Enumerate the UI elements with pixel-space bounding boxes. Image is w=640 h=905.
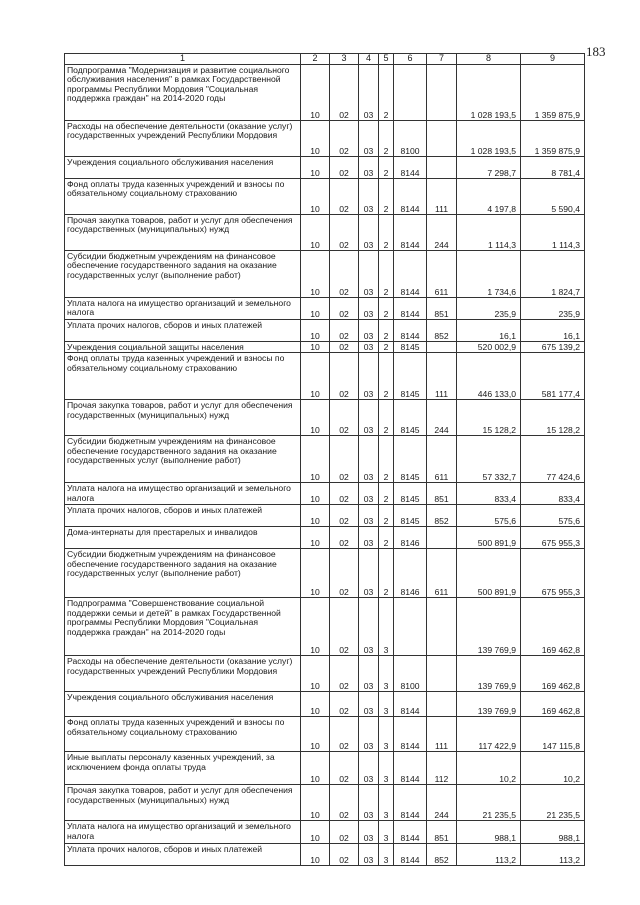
- row-c7-cell: 111: [427, 179, 457, 215]
- table-row: [65, 121, 585, 157]
- row-c7-cell: 852: [427, 505, 457, 527]
- row-c6-cell: 8144: [394, 179, 427, 215]
- row-c8-cell: 1 028 193,5: [457, 121, 521, 157]
- row-name-cell: Прочая закупка товаров, работ и услуг для обеспечения государственных (муниципальных) нужд: [65, 215, 301, 251]
- row-c9-cell: 169 462,8: [521, 692, 585, 717]
- row-c4-cell: 03: [359, 527, 379, 549]
- row-c6-cell: 8145: [394, 400, 427, 436]
- row-name-cell: Уплата прочих налогов, сборов и иных платежей: [65, 505, 301, 527]
- row-c2-cell: 10: [301, 527, 330, 549]
- row-c3-cell: 02: [330, 527, 359, 549]
- page-number: 183: [586, 44, 606, 59]
- table-row: [65, 436, 585, 483]
- row-c7-cell: 851: [427, 483, 457, 505]
- row-c5-cell: 3: [379, 717, 394, 752]
- table-row: [65, 656, 585, 692]
- row-c3-cell: 02: [330, 320, 359, 342]
- row-c2-cell: 10: [301, 598, 330, 656]
- table-row: [65, 598, 585, 656]
- row-c5-cell: 2: [379, 527, 394, 549]
- row-c8-cell: 4 197,8: [457, 179, 521, 215]
- row-c7-cell: [427, 121, 457, 157]
- table-row: [65, 844, 585, 866]
- row-c8-cell: 21 235,5: [457, 785, 521, 821]
- row-c3-cell: 02: [330, 752, 359, 785]
- row-c5-cell: 3: [379, 785, 394, 821]
- row-name-cell: Уплата прочих налогов, сборов и иных платежей: [65, 844, 301, 866]
- row-c3-cell: 02: [330, 298, 359, 320]
- row-c3-cell: 02: [330, 179, 359, 215]
- row-c4-cell: 03: [359, 215, 379, 251]
- row-name-cell: Учреждения социального обслуживания населения: [65, 692, 301, 717]
- row-name-cell: Фонд оплаты труда казенных учреждений и взносы по обязательному социальному страхованию: [65, 179, 301, 215]
- row-c9-cell: 8 781,4: [521, 157, 585, 179]
- row-c6-cell: 8145: [394, 353, 427, 400]
- row-c3-cell: 02: [330, 692, 359, 717]
- row-name-cell: Дома-интернаты для престарелых и инвалидов: [65, 527, 301, 549]
- row-name-cell: Фонд оплаты труда казенных учреждений и взносы по обязательному социальному страхованию: [65, 717, 301, 752]
- row-c4-cell: 03: [359, 436, 379, 483]
- table-row: [65, 320, 585, 342]
- row-name-cell: Подпрограмма "Совершенствование социальной поддержки семьи и детей" в рамках Государственной программы Республики Мордовия "Социальная поддержка граждан" на 2014-2020 годы: [65, 598, 301, 656]
- row-c5-cell: 2: [379, 353, 394, 400]
- row-name-cell: Иные выплаты персоналу казенных учреждений, за исключением фонда оплаты труда: [65, 752, 301, 785]
- row-c6-cell: [394, 65, 427, 121]
- table-row: [65, 400, 585, 436]
- row-c9-cell: 169 462,8: [521, 598, 585, 656]
- table-row: [65, 215, 585, 251]
- row-c8-cell: 16,1: [457, 320, 521, 342]
- row-c2-cell: 10: [301, 121, 330, 157]
- row-c2-cell: 10: [301, 320, 330, 342]
- row-c6-cell: [394, 598, 427, 656]
- row-c5-cell: 3: [379, 752, 394, 785]
- row-c2-cell: 10: [301, 400, 330, 436]
- row-c7-cell: 611: [427, 549, 457, 598]
- row-c8-cell: 117 422,9: [457, 717, 521, 752]
- row-c2-cell: 10: [301, 821, 330, 844]
- row-c9-cell: 581 177,4: [521, 353, 585, 400]
- row-name-cell: Уплата прочих налогов, сборов и иных платежей: [65, 320, 301, 342]
- table-row: [65, 785, 585, 821]
- row-c8-cell: 15 128,2: [457, 400, 521, 436]
- row-c9-cell: 10,2: [521, 752, 585, 785]
- row-c9-cell: 675 955,3: [521, 527, 585, 549]
- row-c4-cell: 03: [359, 298, 379, 320]
- row-c3-cell: 02: [330, 353, 359, 400]
- header-cell: 7: [427, 54, 457, 65]
- row-c4-cell: 03: [359, 179, 379, 215]
- row-c2-cell: 10: [301, 656, 330, 692]
- row-c6-cell: 8144: [394, 821, 427, 844]
- row-c2-cell: 10: [301, 505, 330, 527]
- row-c8-cell: 235,9: [457, 298, 521, 320]
- row-c5-cell: 2: [379, 549, 394, 598]
- table-row: [65, 752, 585, 785]
- row-c6-cell: 8100: [394, 656, 427, 692]
- row-c3-cell: 02: [330, 342, 359, 353]
- row-c9-cell: 1 824,7: [521, 251, 585, 298]
- row-c8-cell: 139 769,9: [457, 692, 521, 717]
- row-c7-cell: 852: [427, 844, 457, 866]
- row-c4-cell: 03: [359, 844, 379, 866]
- row-c3-cell: 02: [330, 717, 359, 752]
- row-c9-cell: 21 235,5: [521, 785, 585, 821]
- row-c8-cell: 446 133,0: [457, 353, 521, 400]
- row-name-cell: Расходы на обеспечение деятельности (оказание услуг) государственных учреждений Республики Мордовия: [65, 121, 301, 157]
- row-c7-cell: [427, 527, 457, 549]
- row-c8-cell: 113,2: [457, 844, 521, 866]
- row-c6-cell: 8144: [394, 320, 427, 342]
- row-c3-cell: 02: [330, 549, 359, 598]
- row-c4-cell: 03: [359, 785, 379, 821]
- row-c2-cell: 10: [301, 436, 330, 483]
- row-c2-cell: 10: [301, 483, 330, 505]
- row-name-cell: Уплата налога на имущество организаций и земельного налога: [65, 483, 301, 505]
- row-c9-cell: 575,6: [521, 505, 585, 527]
- row-c7-cell: 852: [427, 320, 457, 342]
- row-c6-cell: 8145: [394, 342, 427, 353]
- row-c4-cell: 03: [359, 251, 379, 298]
- row-c9-cell: 5 590,4: [521, 179, 585, 215]
- row-c7-cell: 851: [427, 298, 457, 320]
- row-c7-cell: [427, 598, 457, 656]
- row-c8-cell: 1 114,3: [457, 215, 521, 251]
- row-c7-cell: 244: [427, 785, 457, 821]
- row-c2-cell: 10: [301, 549, 330, 598]
- header-cell: 1: [65, 54, 301, 65]
- row-c3-cell: 02: [330, 436, 359, 483]
- row-name-cell: Субсидии бюджетным учреждениям на финансовое обеспечение государственного задания на оказание государственных услуг (выполнение работ): [65, 251, 301, 298]
- header-cell: 6: [394, 54, 427, 65]
- table-row: [65, 65, 585, 121]
- row-c4-cell: 03: [359, 483, 379, 505]
- row-c6-cell: 8144: [394, 692, 427, 717]
- row-c5-cell: 3: [379, 692, 394, 717]
- row-c9-cell: 833,4: [521, 483, 585, 505]
- row-c3-cell: 02: [330, 505, 359, 527]
- table-row: [65, 717, 585, 752]
- row-name-cell: Подпрограмма "Модернизация и развитие социального обслуживания населения" в рамках Государственной программы Республики Мордовия "Социальная поддержка граждан" на 2014-2020 годы: [65, 65, 301, 121]
- row-c6-cell: 8144: [394, 251, 427, 298]
- row-c6-cell: 8145: [394, 483, 427, 505]
- row-c3-cell: 02: [330, 65, 359, 121]
- table-row: [65, 353, 585, 400]
- row-c5-cell: 3: [379, 821, 394, 844]
- table-row: [65, 821, 585, 844]
- row-c5-cell: 2: [379, 65, 394, 121]
- row-c3-cell: 02: [330, 215, 359, 251]
- row-c8-cell: 139 769,9: [457, 656, 521, 692]
- row-c7-cell: [427, 692, 457, 717]
- row-c4-cell: 03: [359, 400, 379, 436]
- row-c3-cell: 02: [330, 121, 359, 157]
- row-c7-cell: [427, 65, 457, 121]
- row-name-cell: Субсидии бюджетным учреждениям на финансовое обеспечение государственного задания на оказание государственных услуг (выполнение работ): [65, 549, 301, 598]
- row-c7-cell: 111: [427, 353, 457, 400]
- row-c9-cell: 1 359 875,9: [521, 121, 585, 157]
- row-c3-cell: 02: [330, 251, 359, 298]
- row-c2-cell: 10: [301, 717, 330, 752]
- row-c5-cell: 2: [379, 298, 394, 320]
- row-c8-cell: 7 298,7: [457, 157, 521, 179]
- row-c3-cell: 02: [330, 400, 359, 436]
- row-c5-cell: 2: [379, 121, 394, 157]
- row-c6-cell: 8144: [394, 844, 427, 866]
- row-c8-cell: 1 734,6: [457, 251, 521, 298]
- row-c4-cell: 03: [359, 598, 379, 656]
- row-c2-cell: 10: [301, 342, 330, 353]
- row-c4-cell: 03: [359, 752, 379, 785]
- row-c8-cell: 1 028 193,5: [457, 65, 521, 121]
- table-row: [65, 527, 585, 549]
- header-row: [65, 54, 585, 65]
- row-c7-cell: 611: [427, 436, 457, 483]
- row-c5-cell: 2: [379, 400, 394, 436]
- table-row: [65, 298, 585, 320]
- row-c8-cell: 833,4: [457, 483, 521, 505]
- row-c5-cell: 2: [379, 251, 394, 298]
- row-c6-cell: 8144: [394, 717, 427, 752]
- row-c3-cell: 02: [330, 785, 359, 821]
- row-c8-cell: 57 332,7: [457, 436, 521, 483]
- row-name-cell: Субсидии бюджетным учреждениям на финансовое обеспечение государственного задания на оказание государственных услуг (выполнение работ): [65, 436, 301, 483]
- row-c7-cell: 111: [427, 717, 457, 752]
- row-c6-cell: 8144: [394, 298, 427, 320]
- row-c5-cell: 2: [379, 179, 394, 215]
- row-c6-cell: 8146: [394, 527, 427, 549]
- row-c2-cell: 10: [301, 752, 330, 785]
- row-c2-cell: 10: [301, 215, 330, 251]
- row-c4-cell: 03: [359, 821, 379, 844]
- row-c4-cell: 03: [359, 353, 379, 400]
- row-c9-cell: 147 115,8: [521, 717, 585, 752]
- row-name-cell: Учреждения социальной защиты населения: [65, 342, 301, 353]
- header-cell: 9: [521, 54, 585, 65]
- row-c9-cell: 77 424,6: [521, 436, 585, 483]
- row-c4-cell: 03: [359, 342, 379, 353]
- row-c9-cell: 169 462,8: [521, 656, 585, 692]
- row-c9-cell: 113,2: [521, 844, 585, 866]
- row-c2-cell: 10: [301, 298, 330, 320]
- row-c9-cell: 15 128,2: [521, 400, 585, 436]
- table-row: [65, 342, 585, 353]
- table-row: [65, 505, 585, 527]
- row-c3-cell: 02: [330, 656, 359, 692]
- table-row: [65, 483, 585, 505]
- row-c4-cell: 03: [359, 656, 379, 692]
- row-c2-cell: 10: [301, 251, 330, 298]
- row-c4-cell: 03: [359, 121, 379, 157]
- row-c4-cell: 03: [359, 157, 379, 179]
- table-row: [65, 549, 585, 598]
- row-c8-cell: 988,1: [457, 821, 521, 844]
- row-c7-cell: 611: [427, 251, 457, 298]
- header-cell: 2: [301, 54, 330, 65]
- row-name-cell: Учреждения социального обслуживания населения: [65, 157, 301, 179]
- row-c8-cell: 500 891,9: [457, 549, 521, 598]
- row-c5-cell: 2: [379, 483, 394, 505]
- row-c5-cell: 2: [379, 157, 394, 179]
- row-c4-cell: 03: [359, 549, 379, 598]
- row-c5-cell: 2: [379, 505, 394, 527]
- row-c3-cell: 02: [330, 483, 359, 505]
- row-name-cell: Уплата налога на имущество организаций и земельного налога: [65, 298, 301, 320]
- row-c5-cell: 3: [379, 844, 394, 866]
- row-c6-cell: 8144: [394, 752, 427, 785]
- row-name-cell: Фонд оплаты труда казенных учреждений и взносы по обязательному социальному страхованию: [65, 353, 301, 400]
- header-cell: 4: [359, 54, 379, 65]
- row-c7-cell: [427, 157, 457, 179]
- row-c2-cell: 10: [301, 844, 330, 866]
- row-c6-cell: 8100: [394, 121, 427, 157]
- row-c4-cell: 03: [359, 320, 379, 342]
- row-c9-cell: 1 359 875,9: [521, 65, 585, 121]
- row-name-cell: Прочая закупка товаров, работ и услуг для обеспечения государственных (муниципальных) нужд: [65, 785, 301, 821]
- row-c5-cell: 3: [379, 598, 394, 656]
- row-c3-cell: 02: [330, 157, 359, 179]
- row-c5-cell: 2: [379, 215, 394, 251]
- row-c9-cell: 675 139,2: [521, 342, 585, 353]
- table-row: [65, 157, 585, 179]
- row-c2-cell: 10: [301, 692, 330, 717]
- budget-table: [64, 53, 585, 866]
- row-c5-cell: 2: [379, 436, 394, 483]
- row-c6-cell: 8145: [394, 505, 427, 527]
- row-c5-cell: 2: [379, 320, 394, 342]
- row-c7-cell: 244: [427, 215, 457, 251]
- row-name-cell: Прочая закупка товаров, работ и услуг для обеспечения государственных (муниципальных) нужд: [65, 400, 301, 436]
- row-c4-cell: 03: [359, 65, 379, 121]
- row-c3-cell: 02: [330, 821, 359, 844]
- row-c5-cell: 2: [379, 342, 394, 353]
- row-c9-cell: 235,9: [521, 298, 585, 320]
- header-cell: 3: [330, 54, 359, 65]
- row-c6-cell: 8144: [394, 215, 427, 251]
- row-c8-cell: 500 891,9: [457, 527, 521, 549]
- table-row: [65, 251, 585, 298]
- row-c9-cell: 988,1: [521, 821, 585, 844]
- row-c4-cell: 03: [359, 505, 379, 527]
- row-name-cell: Уплата налога на имущество организаций и земельного налога: [65, 821, 301, 844]
- row-c2-cell: 10: [301, 179, 330, 215]
- row-c5-cell: 3: [379, 656, 394, 692]
- row-c2-cell: 10: [301, 353, 330, 400]
- row-c9-cell: 1 114,3: [521, 215, 585, 251]
- row-c7-cell: 851: [427, 821, 457, 844]
- header-cell: 5: [379, 54, 394, 65]
- table-row: [65, 179, 585, 215]
- row-c7-cell: [427, 656, 457, 692]
- row-c6-cell: 8144: [394, 785, 427, 821]
- row-c7-cell: 244: [427, 400, 457, 436]
- row-c6-cell: 8144: [394, 157, 427, 179]
- row-name-cell: Расходы на обеспечение деятельности (оказание услуг) государственных учреждений Республики Мордовия: [65, 656, 301, 692]
- row-c8-cell: 575,6: [457, 505, 521, 527]
- table-row: [65, 692, 585, 717]
- row-c8-cell: 139 769,9: [457, 598, 521, 656]
- row-c9-cell: 675 955,3: [521, 549, 585, 598]
- row-c6-cell: 8145: [394, 436, 427, 483]
- row-c7-cell: 112: [427, 752, 457, 785]
- row-c6-cell: 8146: [394, 549, 427, 598]
- row-c2-cell: 10: [301, 65, 330, 121]
- row-c3-cell: 02: [330, 598, 359, 656]
- row-c8-cell: 520 002,9: [457, 342, 521, 353]
- row-c2-cell: 10: [301, 157, 330, 179]
- row-c8-cell: 10,2: [457, 752, 521, 785]
- row-c3-cell: 02: [330, 844, 359, 866]
- row-c4-cell: 03: [359, 717, 379, 752]
- row-c4-cell: 03: [359, 692, 379, 717]
- header-cell: 8: [457, 54, 521, 65]
- row-c7-cell: [427, 342, 457, 353]
- row-c9-cell: 16,1: [521, 320, 585, 342]
- row-c2-cell: 10: [301, 785, 330, 821]
